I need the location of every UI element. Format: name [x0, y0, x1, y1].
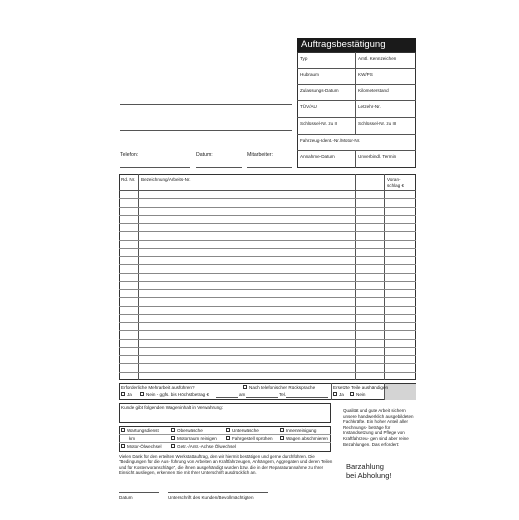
valuables-label: Kunde gibt folgenden Wageninhalt in Verwahrung:	[121, 405, 223, 410]
service-row-line	[119, 434, 331, 435]
phone-consult-label: Nach telefonischer Rücksprache	[249, 385, 316, 390]
extra-work-ja-checkbox[interactable]	[121, 392, 125, 396]
service-label: Motor-Ölwechsel	[127, 444, 162, 449]
table-row-line	[119, 347, 416, 348]
replaced-parts-nein-label: Nein	[356, 392, 366, 397]
field-kennzeichen-label: Amtl. Kennzeichen	[358, 56, 397, 61]
extra-work-nein-checkbox[interactable]	[140, 392, 144, 396]
field-zulassung-label: Zulassungs-Datum	[300, 88, 339, 93]
work-table	[119, 174, 416, 380]
gray-cell	[384, 384, 416, 400]
signature-date-label: Datum	[119, 495, 133, 500]
table-header-description: Bezeichnung/Arbeits-Nr.	[141, 177, 191, 182]
cash-payment-line2: bei Abholung!	[346, 471, 392, 480]
service-checkbox[interactable]	[280, 428, 284, 432]
field-schluessel3-label: Schlüssel-Nr. zu III	[358, 121, 397, 126]
field-tuev-label: TÜV/AU	[300, 104, 317, 109]
service-label: km	[129, 436, 136, 441]
side-note-text: Qualität und gute Arbeit sichern unsere handwerklich ausgebildeten Fachkräfte. Ein hoher Anteil aller Rechnungs- beträge für Instandsetzung und Pflege von Kraftfahrzeu- gen sind aber reine Bezahlungen. Das erfordert:	[343, 408, 414, 447]
service-label: Oberwäsche	[177, 428, 203, 433]
service-label: Getr.-/Antr.-Achse Ölwechsel	[177, 444, 236, 449]
replaced-parts-label: Ersetzte Teile aushändigen	[333, 385, 389, 390]
table-header-estimate-2: schlag €	[387, 183, 405, 188]
title-bar	[297, 38, 416, 52]
signature-label: Unterschrift des Kunden/Bevollmächtigten	[168, 495, 254, 500]
field-km-label: Kilometerstand	[358, 88, 389, 93]
address-line	[120, 130, 292, 131]
service-label: Fahrgestell sprühen	[232, 436, 273, 441]
page-title: Auftragsbestätigung	[301, 39, 386, 50]
phone-label: Telefon:	[120, 152, 139, 158]
table-row-line	[119, 330, 416, 331]
service-checkbox[interactable]	[171, 436, 175, 440]
service-checkbox[interactable]	[171, 444, 175, 448]
service-checkbox[interactable]	[121, 444, 125, 448]
table-row-line	[119, 297, 416, 298]
table-row-line	[119, 231, 416, 232]
extra-work-nein-label: Nein - ggfs. bis Höchstbetrag €	[146, 392, 210, 397]
field-kwps-label: KW/PS	[358, 72, 373, 77]
cash-payment-line1: Barzahlung	[346, 462, 384, 471]
table-row-line	[119, 215, 416, 216]
table-row-line	[119, 306, 416, 307]
service-label: Unterwäsche	[232, 428, 259, 433]
date-label: Datum:	[196, 152, 213, 158]
table-row-line	[119, 372, 416, 373]
table-row-line	[119, 322, 416, 323]
replaced-parts-ja-label: Ja	[339, 392, 344, 397]
table-row-line	[119, 289, 416, 290]
table-row-line	[119, 198, 416, 199]
table-header-number: Rd. Nr.	[121, 177, 136, 182]
field-hubraum-label: Hubraum	[300, 72, 319, 77]
disclaimer-text: Vielen Dank für den erteilten Werkstattauftrag, den wir hiermit bestätigen und gerne durchführen. Die "Bedingungen für die Aus- führung von Arbeiten an Kraftfahrzeugen, Anhängern, Aggregaten und deren Teilen und für Kostenvoranschläge", die ihnen ausgehändigt wurden bzw. die in der Reparaturannahme zu Ihrer Einsicht ausliegen, erkennen Sie mit Ihrer Unterschrift ausdrücklich an.	[119, 454, 333, 475]
table-row-line	[119, 339, 416, 340]
extra-work-am-label: am	[239, 392, 246, 397]
table-row-line	[119, 207, 416, 208]
phone-consult-checkbox[interactable]	[243, 385, 247, 389]
service-checkbox[interactable]	[280, 436, 284, 440]
replaced-parts-nein-checkbox[interactable]	[350, 392, 354, 396]
service-checkbox[interactable]	[121, 428, 125, 432]
table-row-line	[119, 355, 416, 356]
table-row-line	[119, 314, 416, 315]
address-line	[120, 104, 292, 105]
service-checkbox[interactable]	[171, 428, 175, 432]
service-label: Wartungsdienst	[127, 428, 159, 433]
field-annahme-label: Annahme-Datum	[300, 154, 335, 159]
extra-work-question: Erforderliche Mehrarbeit ausführen?	[121, 385, 195, 390]
extra-work-tel-label: Tel.	[279, 392, 287, 397]
field-fin-label: Fahrzeug-Ident.-Nr./Motor-Nr.	[300, 138, 361, 143]
service-label: Wagen abschmieren	[286, 436, 328, 441]
table-row-line	[119, 363, 416, 364]
table-header-estimate: Voran-	[387, 177, 401, 182]
service-label: Motorraum reinigen	[177, 436, 217, 441]
vehicle-info-grid	[297, 52, 416, 168]
table-row-line	[119, 256, 416, 257]
field-letzehr-label: Letzehr-Nr.	[358, 104, 381, 109]
service-row-line	[119, 442, 331, 443]
table-row-line	[119, 264, 416, 265]
service-label: Innenreinigung	[286, 428, 317, 433]
service-checkbox[interactable]	[226, 436, 230, 440]
table-row-line	[119, 273, 416, 274]
table-row-line	[119, 248, 416, 249]
replaced-parts-ja-checkbox[interactable]	[333, 392, 337, 396]
service-checkbox[interactable]	[226, 428, 230, 432]
field-schluessel2-label: Schlüssel-Nr. zu II	[300, 121, 338, 126]
employee-label: Mitarbeiter:	[247, 152, 273, 158]
table-row-line	[119, 281, 416, 282]
field-typ-label: Typ	[300, 56, 308, 61]
field-termin-label: Unverbindl. Termin	[358, 154, 397, 159]
extra-work-ja-label: Ja	[127, 392, 132, 397]
table-row-line	[119, 223, 416, 224]
table-row-line	[119, 240, 416, 241]
